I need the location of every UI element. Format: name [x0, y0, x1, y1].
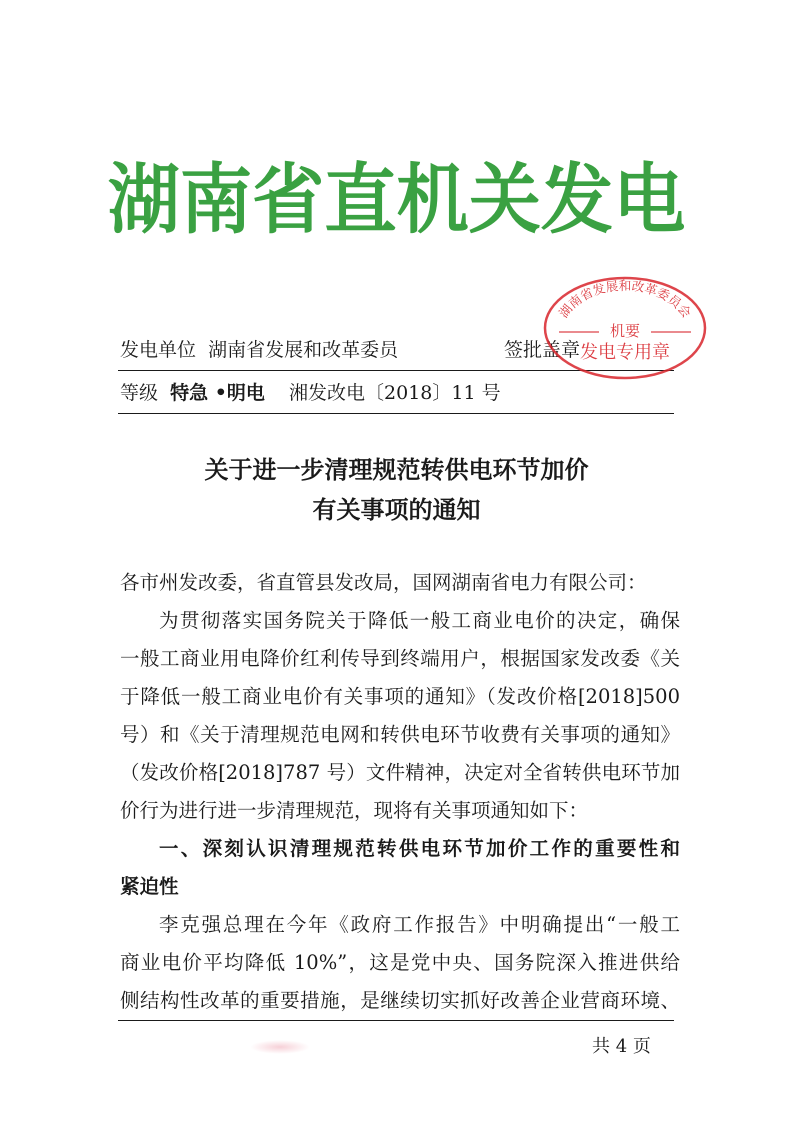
- official-seal: [539, 272, 711, 380]
- body-line: 价行为进行进一步清理规范，现将有关事项通知如下：: [120, 799, 589, 822]
- footer-divider: [118, 1020, 674, 1021]
- header-divider-bottom: [118, 413, 674, 414]
- salutation: 各市州发改委，省直管县发改局，国网湖南省电力有限公司：: [120, 571, 647, 594]
- body-line: 号）和《关于清理规范电网和转供电环节收费有关事项的通知》: [120, 723, 680, 746]
- notice-title-line-2: 有关事项的通知: [312, 496, 481, 524]
- sign-label: 签批盖章: [504, 339, 581, 361]
- notice-title-line-1: 关于进一步清理规范转供电环节加价: [204, 456, 589, 484]
- page-count: 共 4 页: [592, 1036, 651, 1057]
- level-row: [120, 379, 501, 407]
- stamp-smudge: [250, 1040, 310, 1054]
- body-line: 李克强总理在今年《政府工作报告》中明确提出“一般工: [159, 913, 680, 936]
- level-value: 特急 •明电: [170, 382, 265, 404]
- body-line: 侧结构性改革的重要措施，是继续切实抓好改善企业营商环境、: [120, 989, 680, 1012]
- section-heading: 一、深刻认识清理规范转供电环节加价工作的重要性和: [159, 837, 680, 860]
- sender-name: 湖南省发展和改革委员: [208, 339, 399, 361]
- masthead-title: 湖南省直机关发电: [107, 155, 686, 244]
- body-line: （发改价格[2018]787 号）文件精神，决定对全省转供电环节加: [120, 761, 680, 784]
- level-label: 等级: [120, 382, 159, 404]
- body-line: 商业电价平均降低 10%”，这是党中央、国务院深入推进供给: [120, 951, 680, 974]
- body-line: 为贯彻落实国务院关于降低一般工商业电价的决定，确保: [159, 609, 680, 632]
- seal-middle-text: 机要: [609, 322, 641, 340]
- doc-number: 湘发改电〔2018〕11 号: [289, 382, 501, 404]
- section-heading-cont: 紧迫性: [120, 875, 179, 898]
- sender-row: [120, 336, 398, 364]
- body-line: 于降低一般工商业电价有关事项的通知》（发改价格[2018]500: [120, 685, 680, 708]
- seal-bottom-text: 发电专用章: [580, 342, 670, 363]
- body-line: 一般工商业用电降价红利传导到终端用户，根据国家发改委《关: [120, 647, 680, 670]
- sender-label: 发电单位: [120, 339, 197, 361]
- seal-org-text: 湖南省发展和改革委员会: [555, 278, 695, 321]
